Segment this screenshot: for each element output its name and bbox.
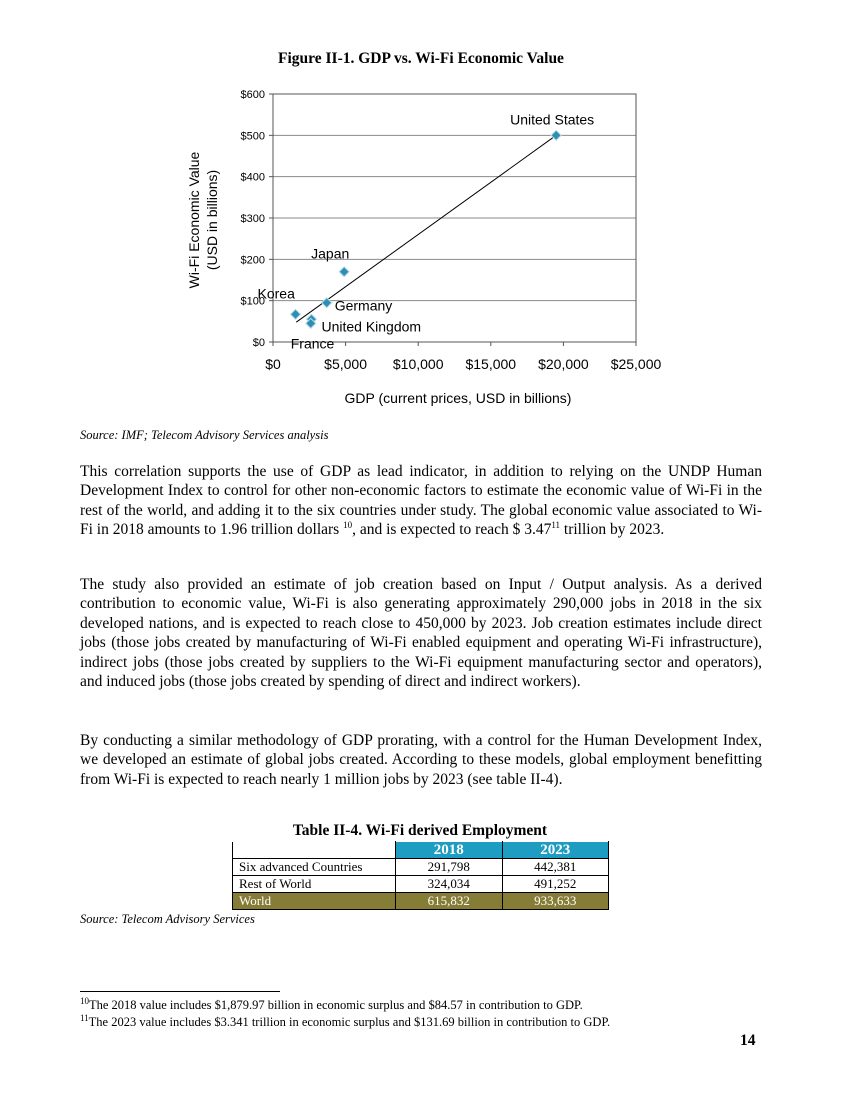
paragraph-text: trillion by 2023. [560, 521, 665, 539]
data-label: Germany [334, 297, 393, 314]
paragraph-2: The study also provided an estimate of job creation based on Input / Output analysis. As a derived contribution to economic value, Wi-Fi is also generating approximately 290,000 jobs in 2018 in the six developed nations, and is expected to reach close to 450,000 by 2023. Job creation estimates include direct jobs (those jobs created by manufacturing of Wi-Fi enabled equipment and operating Wi-Fi infrastructure), indirect jobs (those jobs created by suppliers to the Wi-Fi equipment manufacturing sector and operators), and induced jobs (those jobs created by spending of direct and indirect workers). [80, 576, 762, 691]
header-cell: 2018 [396, 842, 503, 859]
figure-title: Figure II-1. GDP vs. Wi-Fi Economic Value [278, 50, 564, 67]
y-tick-labels [241, 89, 265, 349]
x-tick-label: $0 [265, 356, 281, 372]
paragraph-3: By conducting a similar methodology of GDP prorating, with a control for the Human Development Index, we developed an estimate of global jobs created. According to these models, global employment benefitting from Wi-Fi is expected to reach nearly 1 million jobs by 2023 (see table II-4). [80, 732, 762, 788]
footnote-number: 10 [80, 995, 89, 1006]
paragraph-text: , and is expected to reach $ 3.47 [352, 521, 552, 539]
figure-source: Source: IMF; Telecom Advisory Services analysis [80, 428, 329, 442]
paragraph-1 [80, 462, 762, 540]
footnote-10 [80, 995, 583, 1013]
data-point-japan [339, 267, 349, 277]
row-label: World [233, 893, 396, 910]
row-label: Rest of World [233, 876, 396, 893]
table-row [233, 876, 609, 893]
data-label: France [290, 335, 335, 352]
table-source: Source: Telecom Advisory Services [80, 912, 255, 926]
footnote-number: 11 [80, 1012, 89, 1023]
data-point-germany [322, 298, 332, 308]
y-tick-label: $600 [240, 89, 265, 101]
x-tick-label: $25,000 [610, 356, 662, 372]
page-number: 14 [740, 1032, 756, 1049]
cell: 933,633 [502, 893, 609, 910]
footnote-ref-10[interactable]: 10 [343, 520, 353, 531]
data-point-united-states [551, 130, 561, 140]
y-axis-label-units: (USD in billions) [204, 169, 220, 271]
x-axis-label: GDP (current prices, USD in billions) [344, 390, 572, 406]
y-tick-label: $500 [240, 130, 265, 143]
header-cell [233, 842, 396, 859]
scatter-chart [0, 0, 850, 420]
footnote-text: The 2023 value includes $3.341 trillion in economic surplus and $131.69 billion in contribution to GDP. [88, 1015, 611, 1029]
cell: 324,034 [396, 876, 503, 893]
x-tick-label: $5,000 [324, 356, 368, 372]
y-tick-label: $300 [240, 213, 265, 225]
x-tick-label: $20,000 [538, 356, 589, 372]
cell: 615,832 [396, 893, 503, 910]
paragraph-text: This correlation supports the use of GDP as lead indicator, in addition to relying on the UNDP Human Development Index to control for other non-economic factors to estimate the economic value of Wi-Fi in the rest of the world, and adding it to the six countries under study. The global economic value associated to Wi-Fi in 2018 amounts to 1.96 trillion dollars [80, 463, 762, 539]
footnote-ref-11[interactable]: 11 [551, 520, 561, 531]
data-points [258, 111, 595, 351]
footnote-text: The 2018 value includes $1,879.97 billion in economic surplus and $84.57 in contribution to GDP. [89, 998, 583, 1012]
y-tick-label: $200 [240, 254, 265, 267]
footnote-11 [80, 1012, 611, 1030]
data-label: Korea [257, 285, 295, 302]
header-cell: 2023 [502, 842, 609, 859]
data-point-korea [291, 309, 301, 319]
cell: 442,381 [502, 859, 609, 876]
footnote-divider [80, 991, 280, 992]
x-tick-labels [265, 356, 661, 372]
y-tick-label: $0 [252, 337, 265, 349]
table-total-row [233, 893, 609, 910]
gridlines [269, 94, 636, 346]
data-label: United Kingdom [321, 318, 422, 335]
x-tick-label: $15,000 [465, 356, 517, 372]
employment-table [232, 841, 609, 910]
data-label: United States [510, 111, 595, 128]
trendline [296, 135, 556, 322]
data-label: Japan [311, 245, 350, 262]
table-title: Table II-4. Wi-Fi derived Employment [292, 822, 548, 839]
table-header-row [233, 842, 609, 859]
table-row [233, 859, 609, 876]
cell: 491,252 [502, 876, 609, 893]
y-tick-label: $400 [240, 171, 265, 184]
cell: 291,798 [396, 859, 503, 876]
x-tick-label: $10,000 [392, 356, 444, 372]
row-label: Six advanced Countries [233, 859, 396, 876]
y-axis-label: Wi-Fi Economic Value [186, 151, 202, 289]
y-tick-label: $100 [240, 295, 265, 308]
